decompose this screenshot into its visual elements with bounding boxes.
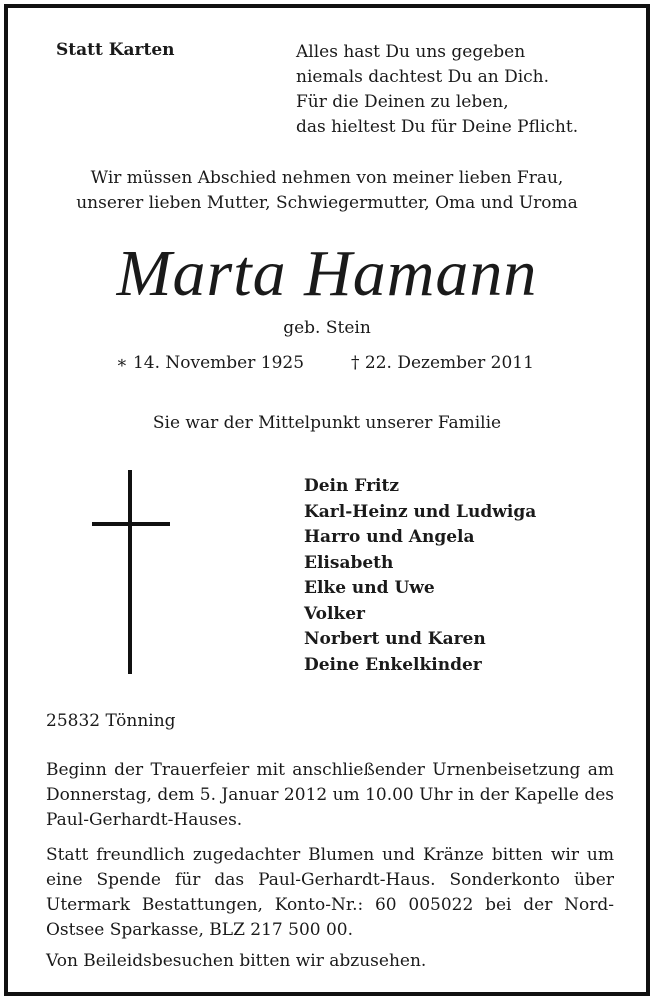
- intro-line: unserer lieben Mutter, Schwiegermutter, Oma und Uroma: [76, 193, 578, 213]
- cross-icon: [128, 470, 132, 674]
- family-member: Volker: [304, 603, 365, 624]
- deceased-name: Marta Hamann: [116, 237, 538, 310]
- family-member: Elisabeth: [304, 552, 394, 573]
- intro-text: [8, 166, 646, 216]
- maiden-name: geb. Stein: [283, 318, 371, 338]
- obituary-notice: [4, 4, 650, 996]
- place: 25832 Tönning: [46, 711, 176, 731]
- family-member: Karl-Heinz und Ludwiga: [304, 501, 537, 522]
- visits-paragraph: Von Beileidsbesuchen bitten wir abzusehen.: [46, 951, 427, 971]
- poem-line: das hieltest Du für Deine Pflicht.: [296, 117, 579, 137]
- family-member: Elke und Uwe: [304, 578, 435, 598]
- family-member: Harro und Angela: [304, 527, 475, 547]
- poem: [296, 40, 578, 140]
- poem-line: Für die Deinen zu leben,: [296, 92, 509, 112]
- tagline: Sie war der Mittelpunkt unserer Familie: [152, 413, 502, 433]
- family-list: [304, 474, 536, 678]
- family-member: Deine Enkelkinder: [304, 654, 482, 675]
- intro-line: Wir müssen Abschied nehmen von meiner lieben Frau,: [90, 168, 564, 188]
- donation-paragraph: Statt freundlich zugedachter Blumen und Kränze bitten wir um eine Spende für das Paul-Gerhardt-Haus. Sonderkonto über Utermark Bestattungen, Konto-Nr.: 60 005022 bei der Nord-Ostsee Sparkasse, BLZ 217 500 00.: [46, 845, 614, 940]
- cross-icon-bar: [92, 522, 170, 526]
- poem-line: niemals dachtest Du an Dich.: [296, 67, 550, 87]
- family-member: Norbert und Karen: [304, 629, 486, 649]
- death-date: † 22. Dezember 2011: [351, 353, 534, 373]
- birth-date: ∗ 14. November 1925: [116, 353, 305, 373]
- funeral-paragraph: Beginn der Trauerfeier mit anschließender Urnenbeisetzung am Donnerstag, dem 5. Januar 2012 um 10.00 Uhr in der Kapelle des Paul-Gerhardt-Hauses.: [46, 760, 614, 830]
- family-member: Dein Fritz: [304, 476, 399, 496]
- poem-line: Alles hast Du uns gegeben: [296, 42, 526, 62]
- header-statt-karten: Statt Karten: [56, 40, 175, 60]
